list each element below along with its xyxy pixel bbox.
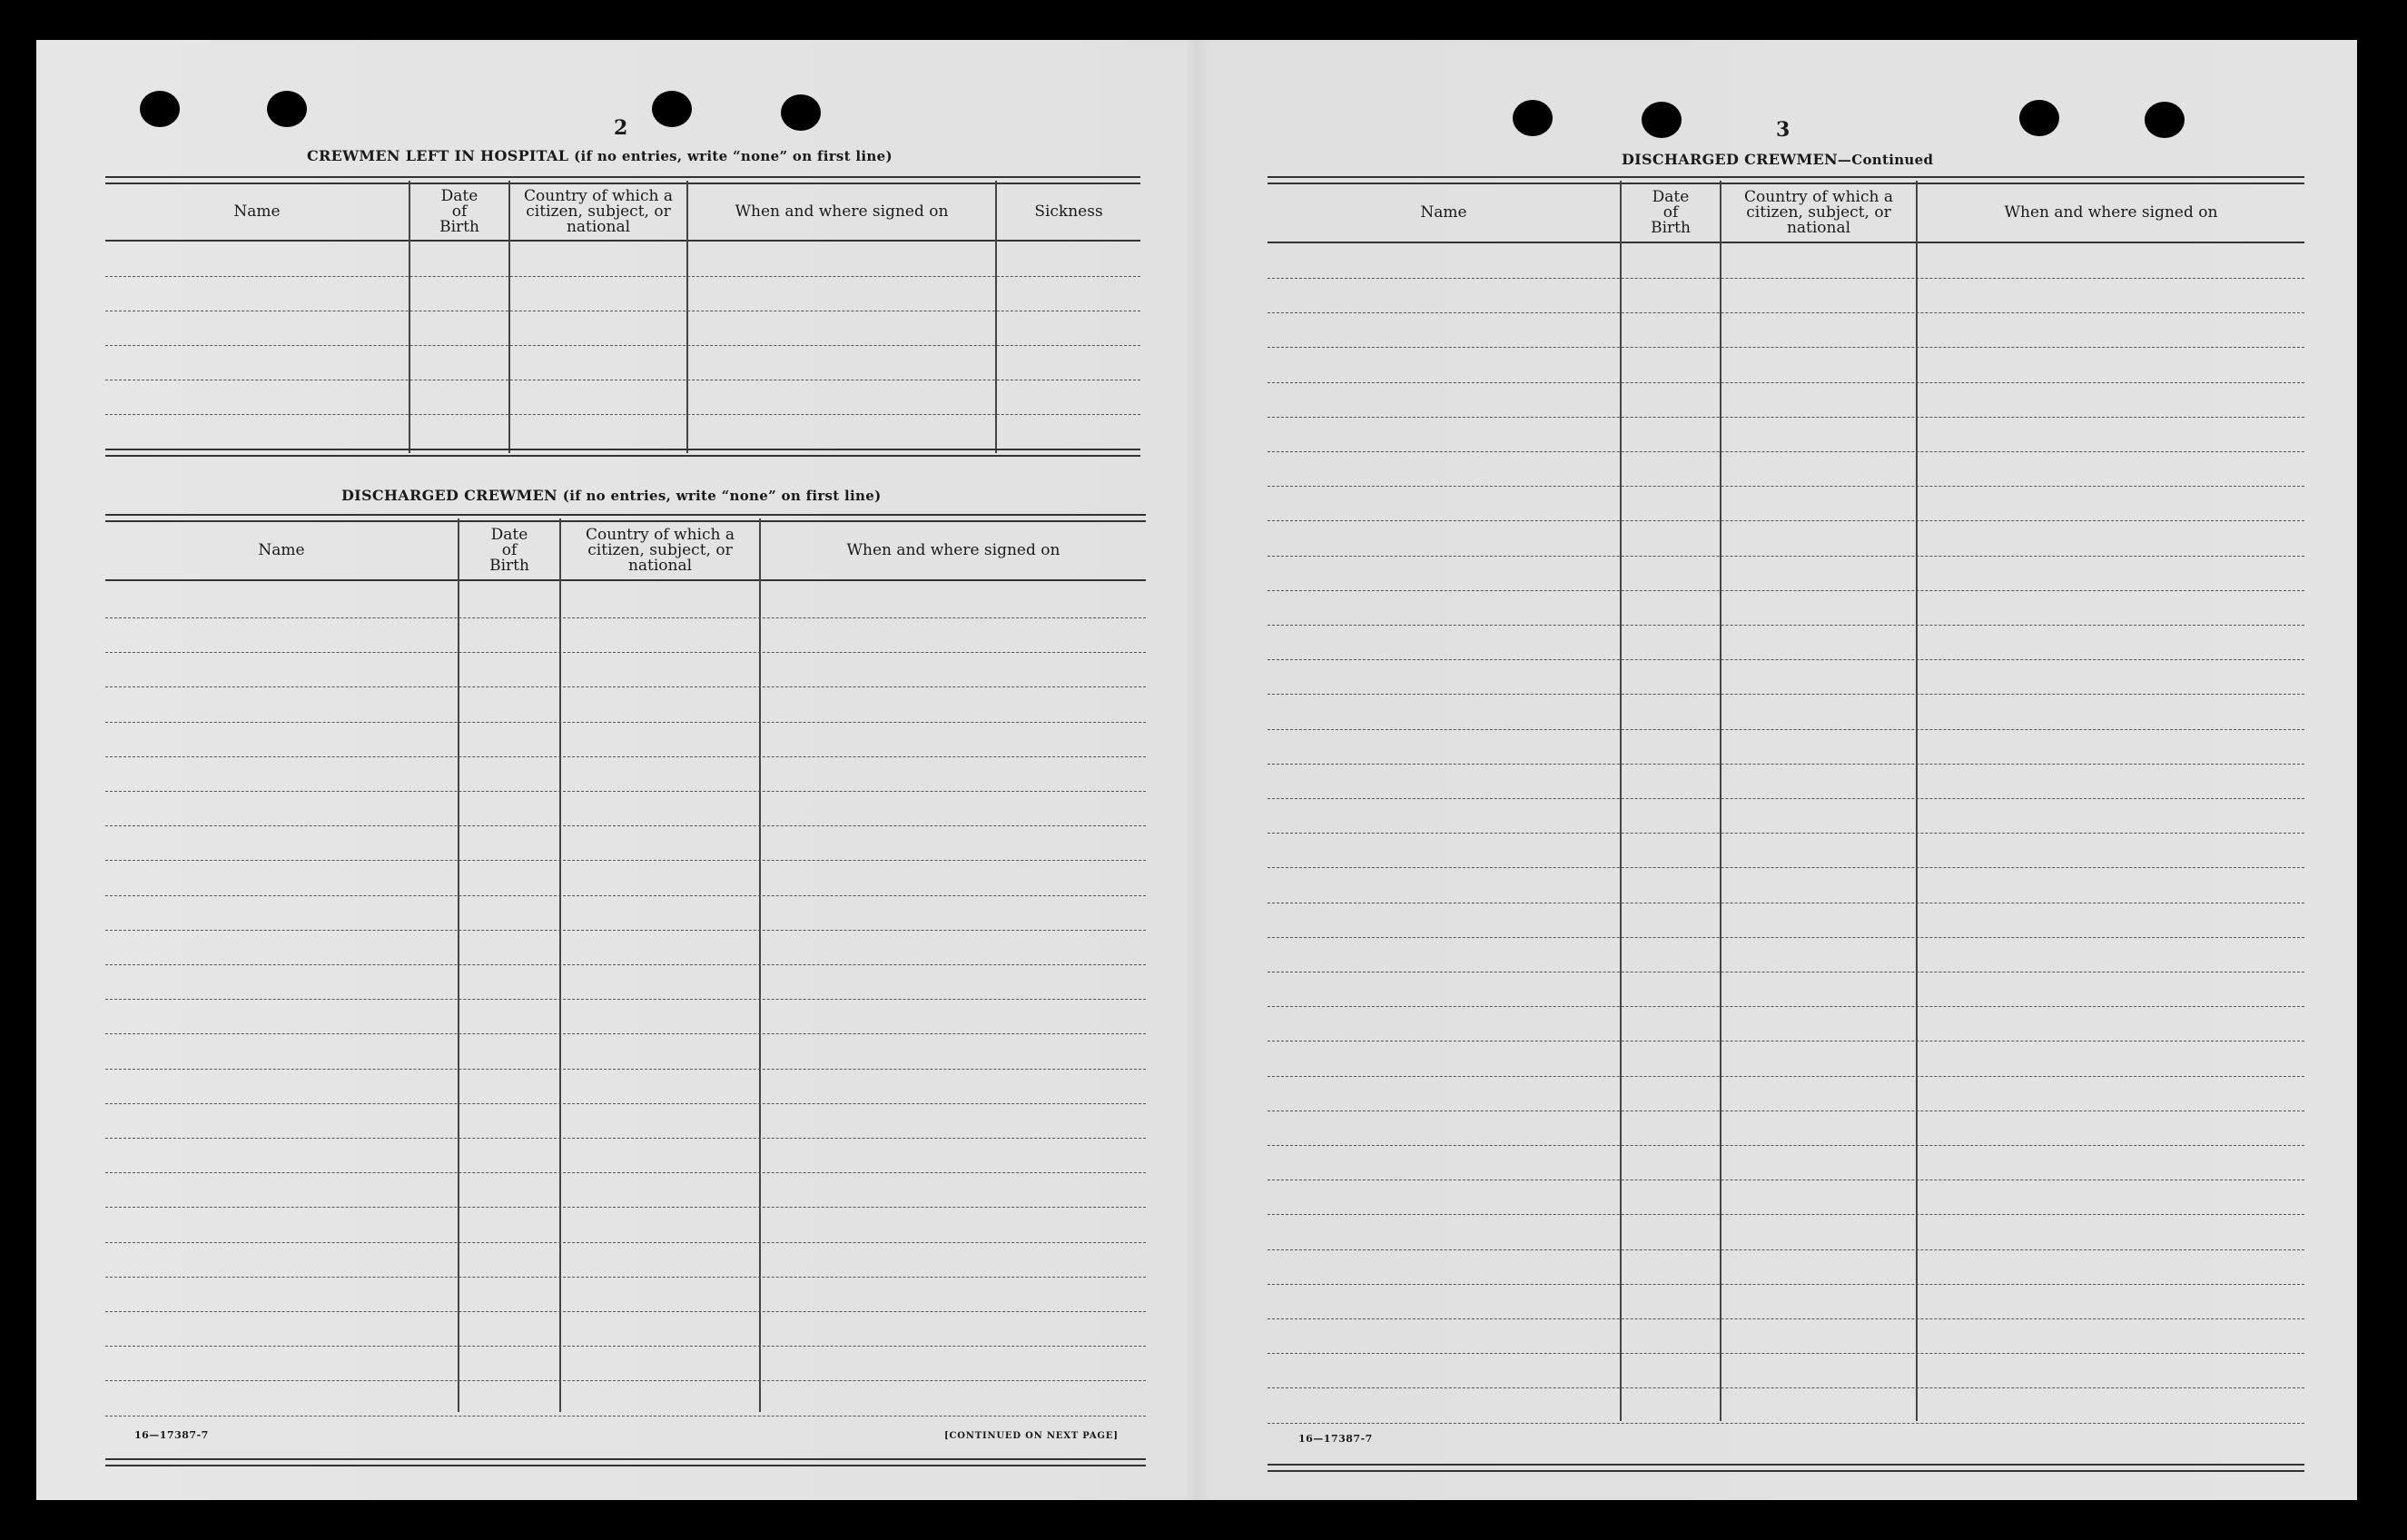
header-country: Country of which a citizen, subject, or national [1744, 187, 1893, 237]
table-row [105, 1069, 1146, 1070]
table-row [1268, 729, 2304, 730]
page-number-right: 3 [1776, 118, 1790, 142]
table-row [105, 999, 1146, 1000]
discharged-section-title-right [1622, 151, 1933, 168]
punch-hole [2019, 100, 2059, 136]
table-row [1268, 625, 2304, 626]
table-row [105, 825, 1146, 826]
table-row [105, 1346, 1146, 1347]
table-row [105, 930, 1146, 931]
table-row [1268, 1318, 2304, 1319]
table-row [105, 964, 1146, 965]
punch-hole [2145, 102, 2185, 138]
table-row [1268, 1145, 2304, 1146]
table-row [105, 345, 1140, 346]
table-row [105, 1242, 1146, 1243]
punch-hole [1513, 100, 1553, 136]
punch-hole [652, 91, 692, 127]
discharged-title-note: (if no entries, write “none” on first line) [562, 488, 882, 504]
form-number-left: 16—17387-7 [134, 1429, 209, 1441]
table-row [105, 276, 1140, 277]
table-row [1268, 1353, 2304, 1354]
header-signed-on: When and where signed on [846, 540, 1060, 559]
table-row [105, 1416, 1146, 1417]
table-row [1268, 764, 2304, 765]
table-row [105, 1103, 1146, 1104]
table-row [1268, 1006, 2304, 1007]
table-row [105, 686, 1146, 687]
table-row [105, 1207, 1146, 1208]
hospital-title-text: CREWMEN LEFT IN HOSPITAL [307, 147, 569, 164]
table-row [1268, 312, 2304, 313]
table-row [1268, 382, 2304, 383]
header-country: Country of which a citizen, subject, or national [524, 186, 673, 236]
header-signed-on: When and where signed on [2004, 202, 2218, 222]
table-row [1268, 1387, 2304, 1388]
discharged-table-right [1268, 176, 2304, 1475]
table-row [105, 1277, 1146, 1278]
document-sheet [36, 40, 2357, 1500]
table-row [105, 895, 1146, 896]
table-row [105, 1311, 1146, 1312]
table-row [1268, 1284, 2304, 1285]
table-row [1268, 556, 2304, 557]
table-row [1268, 520, 2304, 521]
table-row [105, 617, 1146, 618]
table-row [1268, 798, 2304, 799]
table-row [1268, 867, 2304, 868]
table-row [105, 1172, 1146, 1173]
table-row [1268, 590, 2304, 591]
continued-note: [CONTINUED ON NEXT PAGE] [944, 1431, 1119, 1441]
table-row [105, 414, 1140, 415]
punch-hole [267, 91, 307, 127]
table-row [1268, 417, 2304, 418]
table-row [1268, 451, 2304, 452]
table-row [1268, 1249, 2304, 1250]
table-row [105, 1380, 1146, 1381]
table-row [1268, 1076, 2304, 1077]
discharged-continued-title-text: DISCHARGED CREWMEN [1622, 151, 1838, 168]
punch-hole [1642, 102, 1682, 138]
table-row [1268, 347, 2304, 348]
header-date-of-birth: Date of Birth [489, 525, 529, 575]
punch-hole [140, 91, 180, 127]
hospital-section-title [307, 147, 893, 164]
header-country: Country of which a citizen, subject, or national [586, 525, 735, 575]
header-name: Name [258, 540, 305, 559]
header-date-of-birth: Date of Birth [439, 186, 479, 236]
table-row [105, 791, 1146, 792]
table-row [1268, 486, 2304, 487]
hospital-table [105, 176, 1140, 503]
table-row [105, 652, 1146, 653]
table-row [1268, 937, 2304, 938]
header-date-of-birth: Date of Birth [1651, 187, 1691, 237]
discharged-title-text: DISCHARGED CREWMEN [341, 487, 557, 504]
form-number-right: 16—17387-7 [1298, 1433, 1373, 1445]
header-name: Name [1420, 202, 1467, 222]
punch-hole [781, 94, 821, 131]
table-row [1268, 1423, 2304, 1424]
table-row [1268, 659, 2304, 660]
table-row [105, 860, 1146, 861]
table-row [1268, 833, 2304, 834]
header-signed-on: When and where signed on [735, 202, 949, 221]
table-row [105, 1138, 1146, 1139]
table-row [105, 1033, 1146, 1034]
table-row [1268, 1214, 2304, 1215]
hospital-title-note: (if no entries, write “none” on first line) [574, 148, 893, 164]
discharged-section-title-left [341, 487, 881, 504]
page-number-left: 2 [614, 116, 628, 140]
table-row [1268, 694, 2304, 695]
discharged-continued-note: —Continued [1837, 152, 1934, 168]
table-row [105, 722, 1146, 723]
header-sickness: Sickness [1034, 202, 1103, 221]
table-row [105, 756, 1146, 757]
discharged-table-left [105, 514, 1146, 1467]
header-name: Name [233, 202, 281, 221]
table-row [1268, 278, 2304, 279]
